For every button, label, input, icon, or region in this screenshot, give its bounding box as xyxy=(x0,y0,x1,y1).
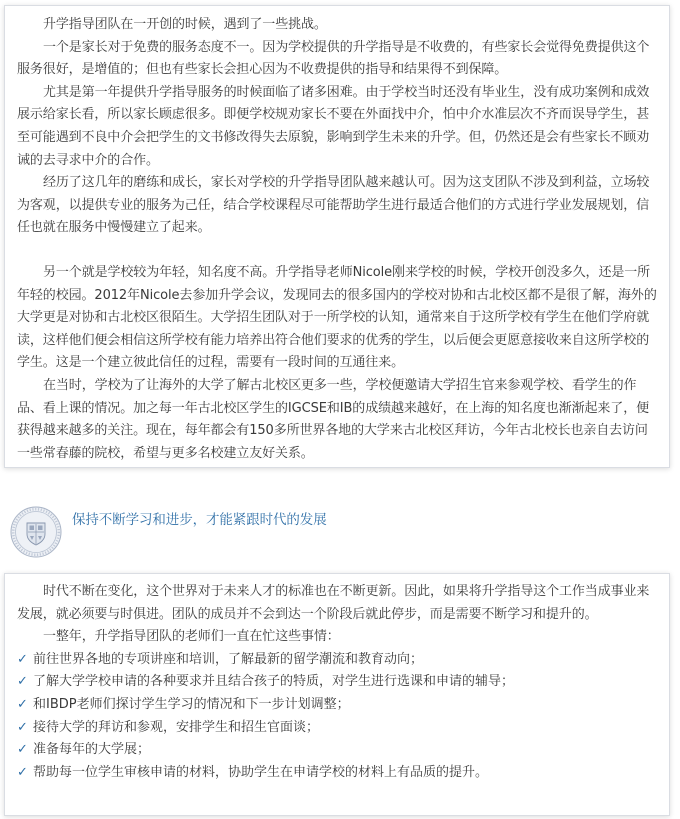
paragraph-intro: 升学指导团队在一开创的时候，遇到了一些挑战。 xyxy=(43,17,327,32)
checkmark-icon: ✓ xyxy=(17,764,28,780)
paragraph-growth: 经历了这几年的磨练和成长，家长对学校的升学指导团队越来越认可。因为这支团队不涉及到利益，立场较为客观，以提供专业的服务为己任，结合学校课程尽可能帮助学生进行最适合他们的方式进行学业发展规划，信任也就在服务中慢慢建立了起来。 xyxy=(17,175,650,236)
section-header xyxy=(10,506,670,560)
list-item xyxy=(17,762,657,785)
checkmark-icon: ✓ xyxy=(17,742,28,758)
list-item-text: 了解大学学校申请的各种要求并且结合孩子的特质，对学生进行选课和申请的辅导； xyxy=(33,674,515,690)
list-item xyxy=(17,649,657,672)
list-item-text: 帮助每一位学生审核申请的材料，协助学生在申请学校的材料上有品质的提升。 xyxy=(33,764,489,780)
paragraph-young-school: 另一个就是学校较为年轻，知名度不高。升学指导老师Nicole刚来学校的时候，学校开创没多久，还是一所年轻的校园。2012年Nicole去参加升学会议，发现同去的很多国内的学校对协和古北校区都不是很了解，海外的大学更是对协和古北校区很陌生。大学招生团队对于一所学校的认知，通常来自于这所学校有学生在他们学府就读，这样他们便会相信这所学校有能力培养出符合他们要求的优秀的学生，以后便会更愿意接收来自这所学校的学生。这是一个建立彼此信任的过程，需要有一段时间的互通往来。 xyxy=(17,264,657,371)
paragraph-first-year: 尤其是第一年提供升学指导服务的时候面临了诸多困难。由于学校当时还没有毕业生，没有成功案例和成效展示给家长看，所以家长顾虑很多。即便学校规劝家长不要在外面找中介，怕中介水准层次不齐而误导学生，甚至可能遇到不良中介会把学生的文书修改得失去原貌，影响到学生未来的升学。但，仍然还是会有些家长不顾劝诫的去寻求中介的合作。 xyxy=(17,84,650,168)
list-item-text: 接待大学的拜访和参观，安排学生和招生官面谈； xyxy=(33,719,320,735)
list-item xyxy=(17,739,657,762)
school-seal-icon xyxy=(10,506,62,558)
checkmark-icon: ✓ xyxy=(17,674,28,690)
paragraph-spacer xyxy=(17,240,657,262)
list-item xyxy=(17,694,657,717)
checkmark-icon: ✓ xyxy=(17,651,28,667)
section-title: 保持不断学习和进步，才能紧跟时代的发展 xyxy=(72,512,327,528)
paragraph-keep-learning: 时代不断在变化，这个世界对于未来人才的标准也在不断更新。因此，如果将升学指导这个工作当成事业来发展，就必须要与时俱进。团队的成员并不会到达一个阶段后就此停步，而是需要不断学习和提升的。 xyxy=(17,584,650,622)
content-card-learning xyxy=(4,573,670,816)
checkmark-icon: ✓ xyxy=(17,719,28,735)
list-item-text: 准备每年的大学展； xyxy=(33,742,151,758)
list-item xyxy=(17,717,657,740)
list-item-text: 前往世界各地的专项讲座和培训，了解最新的留学潮流和教育动向； xyxy=(33,651,424,667)
list-item xyxy=(17,671,657,694)
paragraph-year-round: 一整年，升学指导团队的老师们一直在忙这些事情： xyxy=(43,629,340,645)
checkmark-icon: ✓ xyxy=(17,696,28,712)
content-card-challenges xyxy=(4,5,670,468)
paragraph-parents-attitude: 一个是家长对于免费的服务态度不一。因为学校提供的升学指导是不收费的，有些家长会觉得免费提供这个服务很好，是增值的；但也有些家长会担心因为不收费提供的指导和结果得不到保障。 xyxy=(17,39,650,78)
task-checklist xyxy=(17,649,657,785)
paragraph-campus-visits: 在当时，学校为了让海外的大学了解古北校区更多一些，学校便邀请大学招生官来参观学校、看学生的作品、看上课的情况。加之每一年古北校区学生的IGCSE和IB的成绩越来越好，在上海的知名度也渐渐起来了，便获得越来越多的关注。现在，每年都会有150多所世界各地的大学来古北校区拜访，今年古北校长也亲自去访问一些常春藤的院校，希望与更多名校建立友好关系。 xyxy=(17,377,650,461)
list-item-text: 和IBDP老师们探讨学生学习的情况和下一步计划调整； xyxy=(33,696,350,712)
